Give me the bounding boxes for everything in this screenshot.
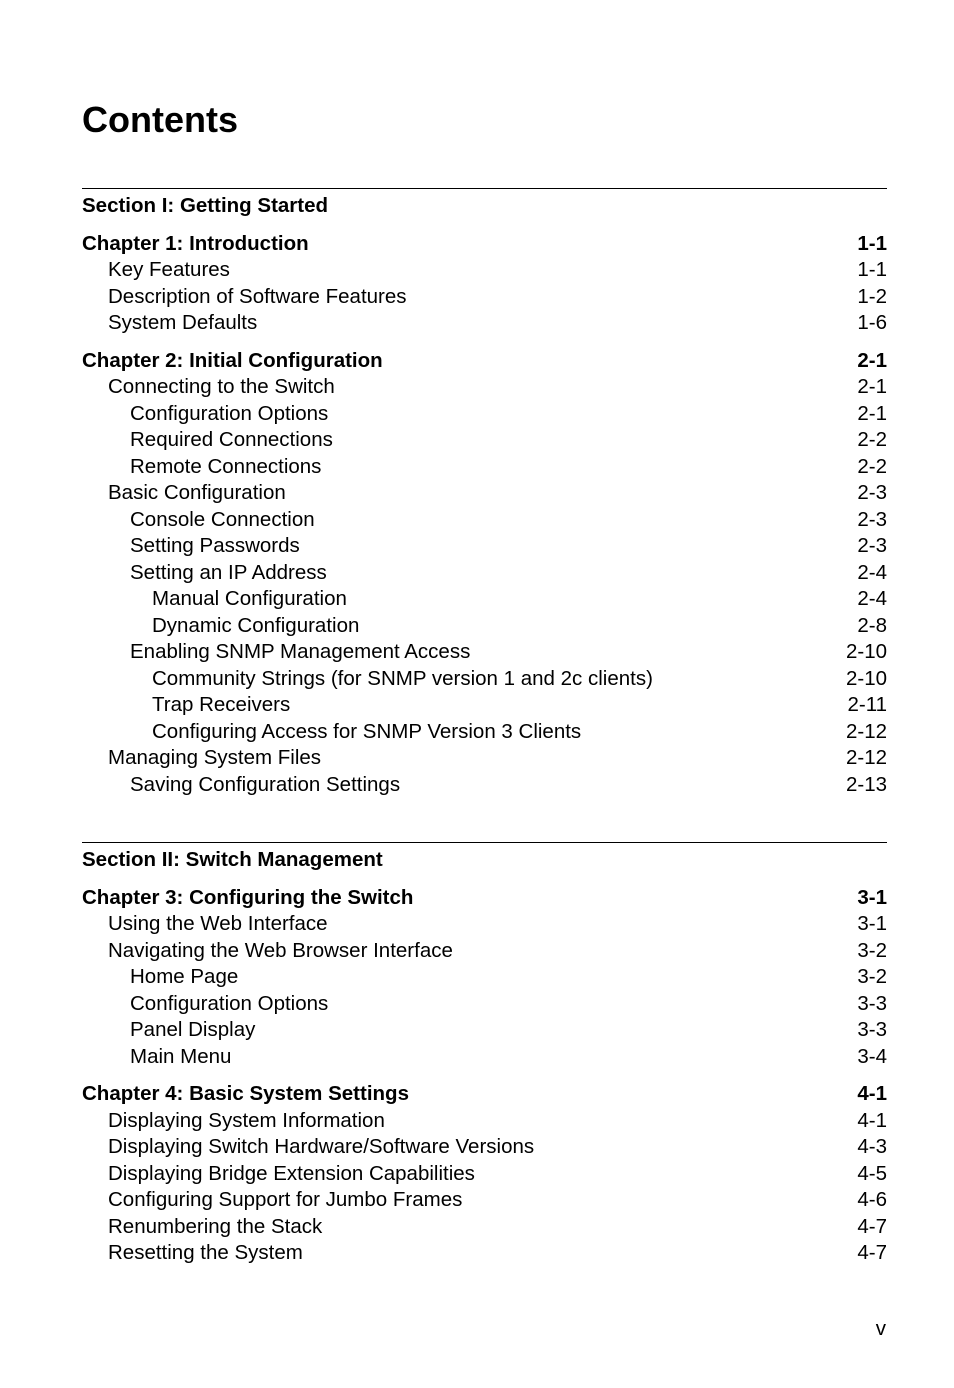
toc-chapter-entry[interactable] xyxy=(82,231,887,258)
toc-entry-label: Panel Display xyxy=(130,1018,256,1041)
toc-entry-label: Configuring Access for SNMP Version 3 Clients xyxy=(152,719,582,743)
toc-entry-label: Saving Configuration Settings xyxy=(130,772,401,796)
toc-entry-page: 1-6 xyxy=(857,311,887,334)
toc-entry-label: Basic Configuration xyxy=(108,481,286,504)
toc-entry-label: Remote Connections xyxy=(130,454,322,478)
toc-entry[interactable] xyxy=(82,480,887,507)
toc-entry[interactable] xyxy=(82,454,887,481)
toc-entry[interactable] xyxy=(82,911,887,938)
toc-entry[interactable] xyxy=(82,745,887,772)
toc-entry-page: 3-3 xyxy=(857,1018,887,1041)
toc-entry-page: 2-3 xyxy=(857,481,887,504)
toc-entry[interactable] xyxy=(82,938,887,965)
toc-entry-label: Displaying Switch Hardware/Software Versions xyxy=(108,1135,535,1158)
toc-entry[interactable] xyxy=(82,964,887,991)
toc-entry-label: Dynamic Configuration xyxy=(152,613,360,637)
toc-entry-label: Chapter 3: Configuring the Switch xyxy=(82,885,414,909)
toc-entry[interactable] xyxy=(82,560,887,587)
toc-entry-page: 2-8 xyxy=(857,613,887,637)
toc-entry-page: 2-1 xyxy=(857,348,887,372)
toc-entry-label: Renumbering the Stack xyxy=(108,1214,323,1238)
toc-entry-label: Displaying System Information xyxy=(108,1108,385,1132)
toc-entry-page: 2-10 xyxy=(845,666,887,690)
toc-entry-list xyxy=(82,231,887,799)
toc-entry-label: Displaying Bridge Extension Capabilities xyxy=(108,1161,475,1185)
toc-entry-label: Managing System Files xyxy=(108,746,322,769)
toc-entry-label: Chapter 2: Initial Configuration xyxy=(82,348,383,372)
toc-entry-page: 2-4 xyxy=(857,587,887,610)
toc-entry[interactable] xyxy=(82,1044,887,1071)
toc-entry-page: 2-2 xyxy=(857,454,887,478)
toc-entry-page: 1-1 xyxy=(857,258,887,281)
toc-entry-page: 2-1 xyxy=(857,401,887,425)
toc-entry-page: 3-4 xyxy=(857,1044,887,1068)
toc-entry-label: Trap Receivers xyxy=(152,693,291,716)
toc-entry[interactable] xyxy=(82,310,887,337)
toc-entry-label: Configuration Options xyxy=(130,991,329,1015)
toc-entry-label: Setting an IP Address xyxy=(130,560,327,584)
toc-entry-label: Required Connections xyxy=(130,428,333,451)
section-divider xyxy=(82,842,887,843)
toc-entry[interactable] xyxy=(82,507,887,534)
toc-entry-label: Home Page xyxy=(130,965,239,988)
toc-section xyxy=(82,842,887,1267)
toc-entry[interactable] xyxy=(82,284,887,311)
toc-entry-page: 2-12 xyxy=(845,719,887,743)
toc-entry[interactable] xyxy=(82,1214,887,1241)
toc-section xyxy=(82,188,887,798)
toc-entry-page: 3-2 xyxy=(857,965,887,988)
toc-entry-page: 3-1 xyxy=(857,912,887,935)
toc-entry[interactable] xyxy=(82,533,887,560)
toc-entry-page: 2-1 xyxy=(857,375,887,398)
toc-entry-page: 2-3 xyxy=(857,507,887,531)
toc-entry-label: Navigating the Web Browser Interface xyxy=(108,938,453,962)
toc-entry-page: 4-3 xyxy=(857,1135,887,1158)
toc-entry[interactable] xyxy=(82,1108,887,1135)
toc-entry-page: 3-3 xyxy=(857,991,887,1015)
toc-entry-page: 2-11 xyxy=(847,693,887,716)
toc-entry[interactable] xyxy=(82,639,887,666)
toc-entry-label: Setting Passwords xyxy=(130,534,300,557)
toc-entry-page: 4-7 xyxy=(857,1214,887,1238)
toc-entry-page: 2-10 xyxy=(845,640,887,663)
toc-entry-page: 1-1 xyxy=(857,231,887,255)
toc-entry[interactable] xyxy=(82,401,887,428)
toc-chapter-entry[interactable] xyxy=(82,1081,887,1108)
section-divider xyxy=(82,188,887,189)
toc-entry-page: 2-2 xyxy=(857,428,887,451)
toc-entry-page: 2-12 xyxy=(845,746,887,769)
toc-entry-page: 2-3 xyxy=(857,534,887,557)
toc-entry[interactable] xyxy=(82,1240,887,1267)
toc-entry-label: Manual Configuration xyxy=(152,587,347,610)
toc-entry-label: Using the Web Interface xyxy=(108,912,328,935)
toc-entry[interactable] xyxy=(82,374,887,401)
toc-entry-list xyxy=(82,885,887,1267)
toc-entry-label: Connecting to the Switch xyxy=(108,375,335,398)
toc-entry[interactable] xyxy=(82,586,887,613)
toc-entry-label: Console Connection xyxy=(130,507,315,531)
toc-entry-label: Main Menu xyxy=(130,1044,232,1068)
toc-chapter-entry[interactable] xyxy=(82,348,887,375)
toc-entry[interactable] xyxy=(82,1187,887,1214)
toc-entry-page: 2-13 xyxy=(845,772,887,796)
toc-entry-page: 1-2 xyxy=(857,284,887,308)
toc-entry[interactable] xyxy=(82,1134,887,1161)
toc-entry[interactable] xyxy=(82,613,887,640)
toc-entry[interactable] xyxy=(82,991,887,1018)
toc-entry-label: Configuring Support for Jumbo Frames xyxy=(108,1188,463,1211)
toc-entry-page: 4-1 xyxy=(857,1082,887,1105)
toc-chapter-entry[interactable] xyxy=(82,885,887,912)
toc-entry-page: 4-5 xyxy=(857,1161,887,1185)
toc-entry[interactable] xyxy=(82,1017,887,1044)
toc-entry[interactable] xyxy=(82,719,887,746)
toc-entry-label: Description of Software Features xyxy=(108,284,407,308)
page-title: Contents xyxy=(82,99,238,140)
section-title: Section II: Switch Management xyxy=(82,848,383,871)
toc-entry-label: System Defaults xyxy=(108,311,258,334)
toc-entry-page: 2-4 xyxy=(857,560,887,584)
toc-entry-page: 4-1 xyxy=(857,1108,887,1132)
toc-entry[interactable] xyxy=(82,427,887,454)
section-title: Section I: Getting Started xyxy=(82,194,329,217)
toc-entry-page: 4-6 xyxy=(857,1188,887,1211)
toc-entry-page: 3-1 xyxy=(857,885,887,909)
toc-entry-label: Enabling SNMP Management Access xyxy=(130,640,471,663)
toc-entry-page: 3-2 xyxy=(857,938,887,962)
toc-entry-label: Community Strings (for SNMP version 1 and 2c clients) xyxy=(152,666,653,690)
toc-entry[interactable] xyxy=(82,1161,887,1188)
toc-entry-label: Chapter 1: Introduction xyxy=(82,231,309,255)
toc-entry-label: Configuration Options xyxy=(130,401,329,425)
toc-entry-label: Key Features xyxy=(108,258,230,281)
toc-entry[interactable] xyxy=(82,257,887,284)
toc-entry-label: Resetting the System xyxy=(108,1241,303,1264)
toc-entry-page: 4-7 xyxy=(857,1241,887,1264)
page-number: v xyxy=(875,1317,886,1340)
toc-entry[interactable] xyxy=(82,666,887,693)
toc-entry-label: Chapter 4: Basic System Settings xyxy=(82,1082,409,1105)
toc-entry[interactable] xyxy=(82,692,887,719)
toc-entry[interactable] xyxy=(82,772,887,799)
